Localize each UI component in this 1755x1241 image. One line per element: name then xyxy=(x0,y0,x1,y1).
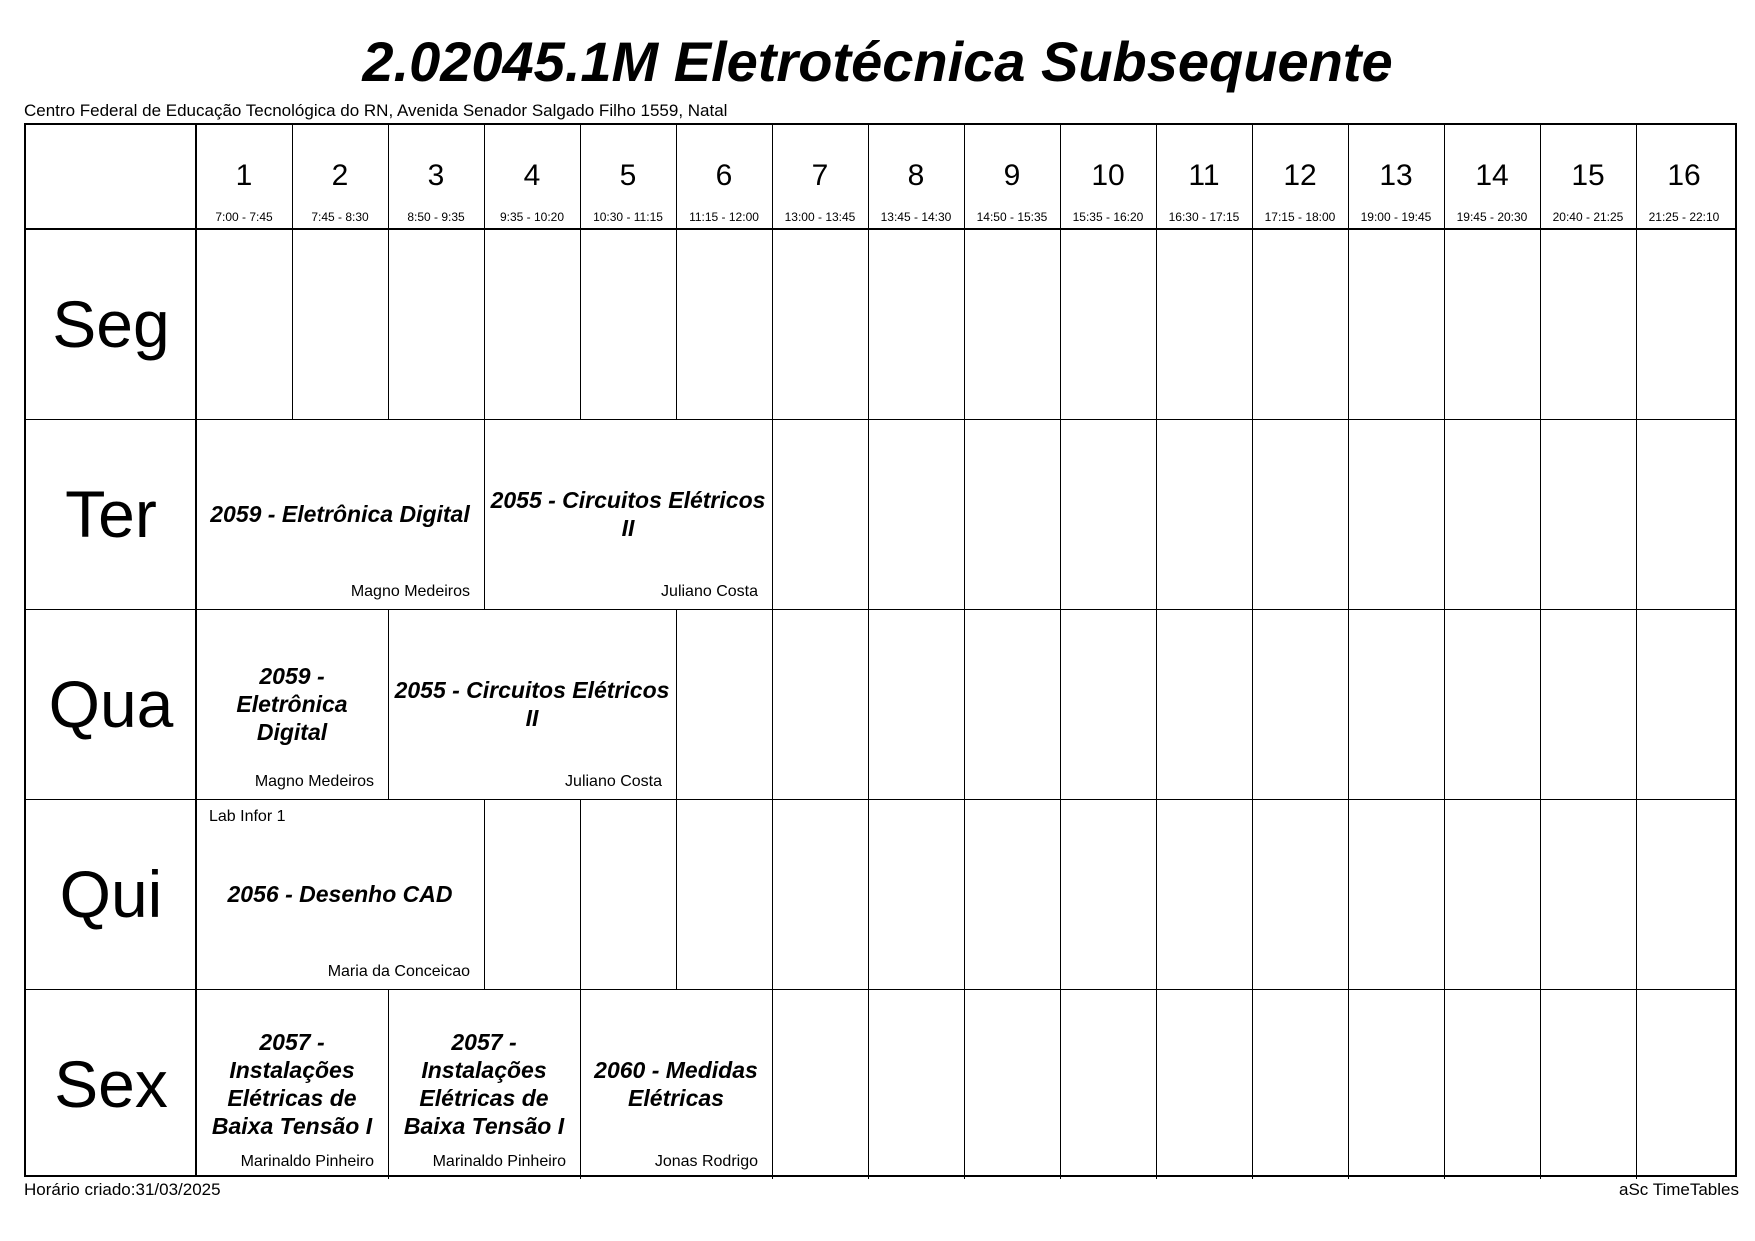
cell-line xyxy=(292,229,293,419)
period-time: 7:45 - 8:30 xyxy=(311,210,369,224)
cell-line xyxy=(1156,419,1157,609)
cell-line xyxy=(964,229,965,419)
cell-line xyxy=(1156,609,1157,799)
school-address: Centro Federal de Educação Tecnológica do RN, Avenida Senador Salgado Filho 1559, Natal xyxy=(24,101,728,120)
cell-line xyxy=(580,229,581,419)
cell-line xyxy=(676,799,677,989)
timetable-grid xyxy=(24,123,1737,1177)
lesson-card[interactable] xyxy=(388,989,580,1179)
lesson-card[interactable] xyxy=(196,989,388,1179)
cell-line xyxy=(1060,419,1061,609)
cell-line xyxy=(1540,989,1541,1179)
period-number: 15 xyxy=(1571,159,1605,192)
period-time: 14:50 - 15:35 xyxy=(976,210,1048,224)
period-header xyxy=(1348,125,1444,229)
period-header xyxy=(676,125,772,229)
lesson-teacher: Magno Medeiros xyxy=(350,583,470,600)
period-number: 3 xyxy=(427,159,445,192)
period-number: 16 xyxy=(1667,159,1701,192)
cell-line xyxy=(1252,989,1253,1179)
cell-line xyxy=(1444,419,1445,609)
period-time: 11:15 - 12:00 xyxy=(689,210,759,224)
period-header xyxy=(1540,125,1636,229)
cell-line xyxy=(1156,989,1157,1179)
cell-line xyxy=(868,609,869,799)
cell-line xyxy=(1540,609,1541,799)
period-header xyxy=(1636,125,1732,229)
lesson-teacher: Marinaldo Pinheiro xyxy=(240,1153,374,1170)
period-number: 13 xyxy=(1379,159,1413,192)
day-label: Seg xyxy=(52,287,170,361)
lesson-subject: 2055 - Circuitos Elétricos II xyxy=(394,677,670,731)
cell-line xyxy=(964,989,965,1179)
lesson-card[interactable] xyxy=(580,989,772,1179)
period-number: 12 xyxy=(1283,159,1317,192)
cell-line xyxy=(388,229,389,419)
cell-line xyxy=(1156,799,1157,989)
cell-line xyxy=(484,799,485,989)
period-time: 13:00 - 13:45 xyxy=(784,210,856,224)
cell-line xyxy=(1636,229,1637,419)
period-time: 16:30 - 17:15 xyxy=(1168,210,1240,224)
cell-line xyxy=(772,989,773,1179)
cell-line xyxy=(868,229,869,419)
cell-line xyxy=(1348,229,1349,419)
cell-line xyxy=(964,419,965,609)
period-header xyxy=(580,125,676,229)
lesson-card[interactable] xyxy=(484,419,772,609)
cell-line xyxy=(1060,989,1061,1179)
cell-line xyxy=(1252,229,1253,419)
lesson-teacher: Jonas Rodrigo xyxy=(654,1153,758,1170)
cell-line xyxy=(868,419,869,609)
cell-line xyxy=(772,609,773,799)
lesson-card[interactable] xyxy=(388,609,676,799)
period-number: 1 xyxy=(235,159,253,192)
cell-line xyxy=(1348,419,1349,609)
period-number: 8 xyxy=(907,159,925,192)
period-header xyxy=(772,125,868,229)
period-header xyxy=(484,125,580,229)
cell-line xyxy=(1348,989,1349,1179)
period-number: 9 xyxy=(1003,159,1021,192)
period-number: 4 xyxy=(523,159,541,192)
cell-line xyxy=(484,229,485,419)
period-time: 21:25 - 22:10 xyxy=(1648,210,1720,224)
cell-line xyxy=(772,419,773,609)
cell-line xyxy=(868,799,869,989)
lesson-subject: 2060 - Medidas Elétricas xyxy=(594,1057,758,1111)
created-date: Horário criado:31/03/2025 xyxy=(24,1180,221,1199)
period-header xyxy=(388,125,484,229)
cell-line xyxy=(580,799,581,989)
cell-line xyxy=(1252,419,1253,609)
cell-line xyxy=(1252,799,1253,989)
cell-line xyxy=(1636,419,1637,609)
period-number: 2 xyxy=(331,159,349,192)
lesson-subject: 2057 - Instalações Elétricas de Baixa Tensão I xyxy=(211,1029,373,1139)
cell-line xyxy=(964,799,965,989)
period-time: 8:50 - 9:35 xyxy=(407,210,465,224)
cell-line xyxy=(1060,609,1061,799)
lesson-card[interactable] xyxy=(196,799,484,989)
lesson-card[interactable] xyxy=(196,419,484,609)
software-credit: aSc TimeTables xyxy=(1619,1180,1739,1199)
period-time: 20:40 - 21:25 xyxy=(1552,210,1624,224)
period-header xyxy=(964,125,1060,229)
page-title: 2.02045.1M Eletrotécnica Subsequente xyxy=(362,30,1393,93)
cell-line xyxy=(1444,799,1445,989)
lesson-card[interactable] xyxy=(196,609,388,799)
period-header xyxy=(1060,125,1156,229)
cell-line xyxy=(964,609,965,799)
period-number: 11 xyxy=(1188,159,1220,192)
period-time: 19:45 - 20:30 xyxy=(1456,210,1528,224)
cell-line xyxy=(1444,229,1445,419)
day-label: Sex xyxy=(54,1047,168,1121)
period-time: 9:35 - 10:20 xyxy=(499,210,565,224)
cell-line xyxy=(1348,799,1349,989)
period-header xyxy=(868,125,964,229)
cell-line xyxy=(1060,799,1061,989)
cell-line xyxy=(1636,609,1637,799)
period-time: 19:00 - 19:45 xyxy=(1360,210,1432,224)
lesson-subject: 2059 - Eletrônica Digital xyxy=(210,501,470,527)
cell-line xyxy=(676,609,677,799)
period-header xyxy=(1252,125,1348,229)
cell-line xyxy=(1540,419,1541,609)
day-label: Qua xyxy=(48,667,174,741)
day-label: Qui xyxy=(59,857,163,931)
period-header xyxy=(1444,125,1540,229)
cell-line xyxy=(1444,989,1445,1179)
lesson-subject: 2055 - Circuitos Elétricos II xyxy=(490,487,766,541)
cell-line xyxy=(772,229,773,419)
period-time: 15:35 - 16:20 xyxy=(1072,210,1144,224)
cell-line xyxy=(1156,229,1157,419)
cell-line xyxy=(676,229,677,419)
cell-line xyxy=(1540,799,1541,989)
lesson-room: Lab Infor 1 xyxy=(209,808,286,825)
cell-line xyxy=(772,799,773,989)
cell-line xyxy=(1636,989,1637,1179)
period-header xyxy=(1156,125,1252,229)
period-header xyxy=(292,125,388,229)
period-number: 14 xyxy=(1475,159,1509,192)
cell-line xyxy=(1060,229,1061,419)
period-time: 17:15 - 18:00 xyxy=(1264,210,1336,224)
cell-line xyxy=(1636,799,1637,989)
cell-line xyxy=(1444,609,1445,799)
cell-line xyxy=(1540,229,1541,419)
period-time: 13:45 - 14:30 xyxy=(880,210,952,224)
lesson-subject: 2059 - Eletrônica Digital xyxy=(236,663,348,745)
period-number: 7 xyxy=(811,159,829,192)
day-label: Ter xyxy=(65,477,157,551)
lesson-teacher: Maria da Conceicao xyxy=(327,963,470,980)
lesson-teacher: Juliano Costa xyxy=(661,583,758,600)
lesson-teacher: Juliano Costa xyxy=(565,773,662,790)
lesson-subject: 2057 - Instalações Elétricas de Baixa Tensão I xyxy=(403,1029,565,1139)
cell-line xyxy=(1252,609,1253,799)
cell-line xyxy=(868,989,869,1179)
cell-line xyxy=(1348,609,1349,799)
lesson-subject: 2056 - Desenho CAD xyxy=(227,881,453,907)
lesson-teacher: Marinaldo Pinheiro xyxy=(432,1153,566,1170)
period-number: 5 xyxy=(619,159,637,192)
period-number: 6 xyxy=(715,159,733,192)
lesson-teacher: Magno Medeiros xyxy=(254,773,374,790)
period-number: 10 xyxy=(1091,159,1125,192)
period-header xyxy=(196,125,292,229)
period-time: 7:00 - 7:45 xyxy=(215,210,273,224)
period-time: 10:30 - 11:15 xyxy=(593,210,663,224)
